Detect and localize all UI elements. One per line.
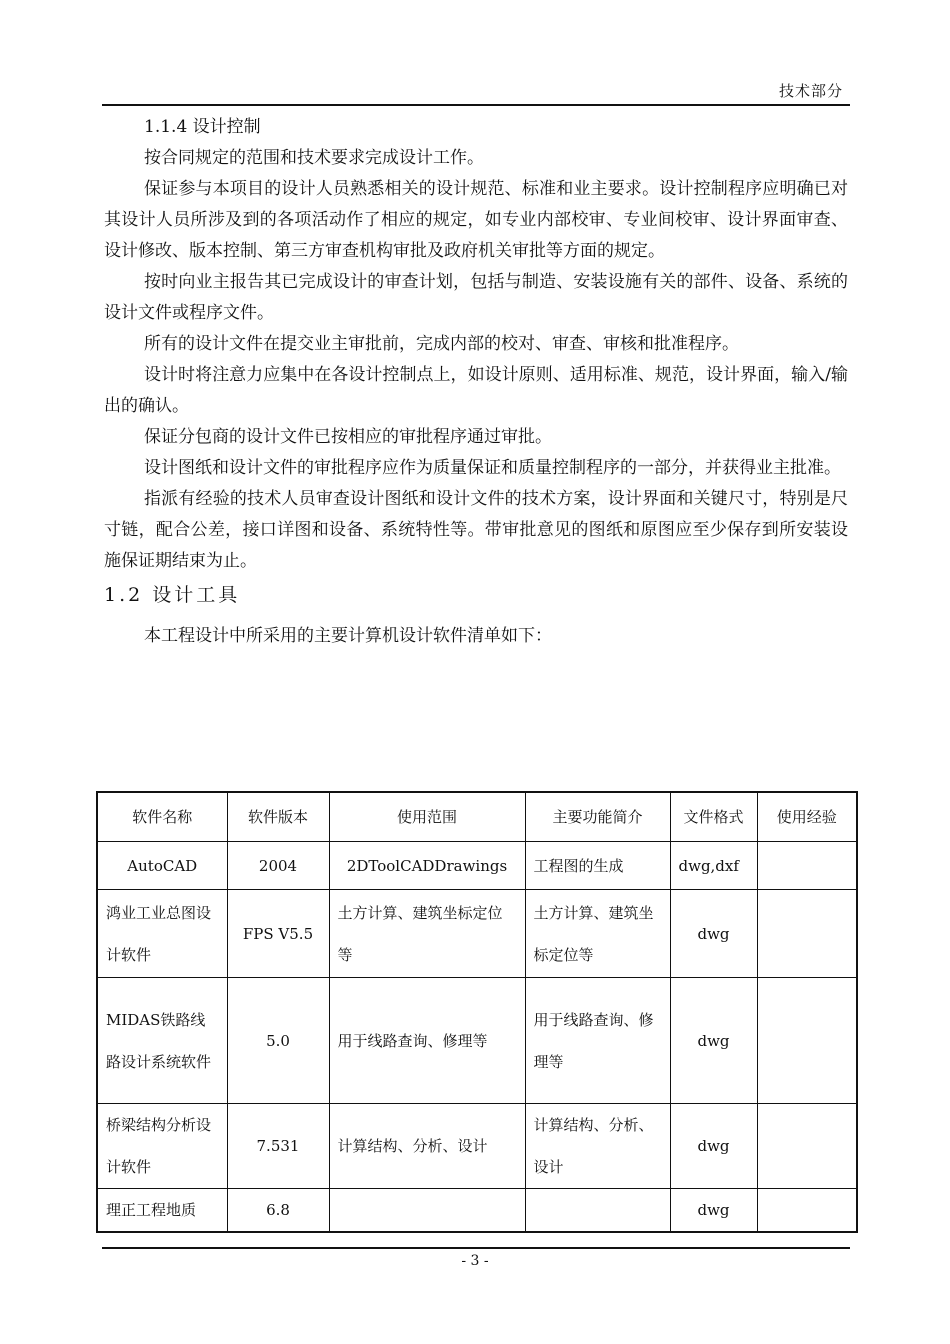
cell-version: 2004 xyxy=(227,842,329,890)
table-header-row xyxy=(97,792,857,842)
page-number: - 3 - xyxy=(461,1253,489,1269)
subsection-title: 1.2 设计工具 xyxy=(104,584,241,606)
paragraph: 按合同规定的范围和技术要求完成设计工作。 xyxy=(144,148,484,168)
section-title: 1.1.4 设计控制 xyxy=(144,117,261,137)
header-cell: 使用范围 xyxy=(329,792,525,842)
header-cell: 软件版本 xyxy=(227,792,329,842)
paragraph: 按时向业主报告其已完成设计的审查计划，包括与制造、安装设施有关的部件、设备、系统的设计文件或程序文件。 xyxy=(104,272,848,323)
cell-function: 用于线路查询、修理等 xyxy=(525,978,670,1104)
cell-format: dwg xyxy=(670,1104,757,1189)
cell-version: 6.8 xyxy=(227,1189,329,1233)
page-header: 技术部分 xyxy=(778,82,843,100)
cell-format: dwg,dxf xyxy=(670,842,757,890)
cell-function: 土方计算、建筑坐标定位等 xyxy=(525,890,670,978)
cell-version: FPS V5.5 xyxy=(227,890,329,978)
cell-experience xyxy=(757,1189,857,1233)
cell-name: MIDAS铁路线路设计系统软件 xyxy=(97,978,227,1104)
cell-scope: 用于线路查询、修理等 xyxy=(329,978,525,1104)
paragraph: 保证分包商的设计文件已按相应的审批程序通过审批。 xyxy=(144,427,552,447)
paragraph: 指派有经验的技术人员审查设计图纸和设计文件的技术方案，设计界面和关键尺寸，特别是尺寸链，配合公差，接口详图和设备、系统特性等。带审批意见的图纸和原图应至少保存到所安装设施保证期结束为止。 xyxy=(104,489,848,571)
cell-format: dwg xyxy=(670,890,757,978)
paragraph: 设计图纸和设计文件的审批程序应作为质量保证和质量控制程序的一部分，并获得业主批准。 xyxy=(144,458,841,478)
header-cell: 软件名称 xyxy=(97,792,227,842)
header-cell: 主要功能简介 xyxy=(525,792,670,842)
cell-version: 7.531 xyxy=(227,1104,329,1189)
cell-experience xyxy=(757,890,857,978)
cell-function: 工程图的生成 xyxy=(525,842,670,890)
table-row xyxy=(97,1189,857,1233)
paragraph: 保证参与本项目的设计人员熟悉相关的设计规范、标准和业主要求。设计控制程序应明确已对其设计人员所涉及到的各项活动作了相应的规定，如专业内部校审、专业间校审、设计界面审查、设计修改、版本控制、第三方审查机构审批及政府机关审批等方面的规定。 xyxy=(104,179,848,261)
cell-experience xyxy=(757,842,857,890)
table-row xyxy=(97,890,857,978)
cell-name: 理正工程地质 xyxy=(97,1189,227,1233)
paragraph: 所有的设计文件在提交业主审批前，完成内部的校对、审查、审核和批准程序。 xyxy=(144,334,739,354)
cell-function xyxy=(525,1189,670,1233)
cell-scope xyxy=(329,1189,525,1233)
table-row xyxy=(97,842,857,890)
header-cell: 使用经验 xyxy=(757,792,857,842)
cell-scope: 计算结构、分析、设计 xyxy=(329,1104,525,1189)
footer-rule xyxy=(102,1247,850,1249)
paragraph: 设计时将注意力应集中在各设计控制点上，如设计原则、适用标准、规范，设计界面，输入/输出的确认。 xyxy=(104,365,848,416)
cell-version: 5.0 xyxy=(227,978,329,1104)
cell-name: 桥梁结构分析设计软件 xyxy=(97,1104,227,1189)
cell-format: dwg xyxy=(670,1189,757,1233)
software-table xyxy=(96,791,858,1233)
header-rule xyxy=(102,104,850,106)
cell-experience xyxy=(757,978,857,1104)
document-body xyxy=(104,112,848,662)
cell-function: 计算结构、分析、设计 xyxy=(525,1104,670,1189)
cell-experience xyxy=(757,1104,857,1189)
cell-name: AutoCAD xyxy=(97,842,227,890)
table-row xyxy=(97,978,857,1104)
table-intro: 本工程设计中所采用的主要计算机设计软件清单如下： xyxy=(144,626,552,646)
cell-name: 鸿业工业总图设计软件 xyxy=(97,890,227,978)
cell-scope: 土方计算、建筑坐标定位等 xyxy=(329,890,525,978)
header-cell: 文件格式 xyxy=(670,792,757,842)
table-row xyxy=(97,1104,857,1189)
cell-format: dwg xyxy=(670,978,757,1104)
cell-scope: 2DToolCADDrawings xyxy=(329,842,525,890)
